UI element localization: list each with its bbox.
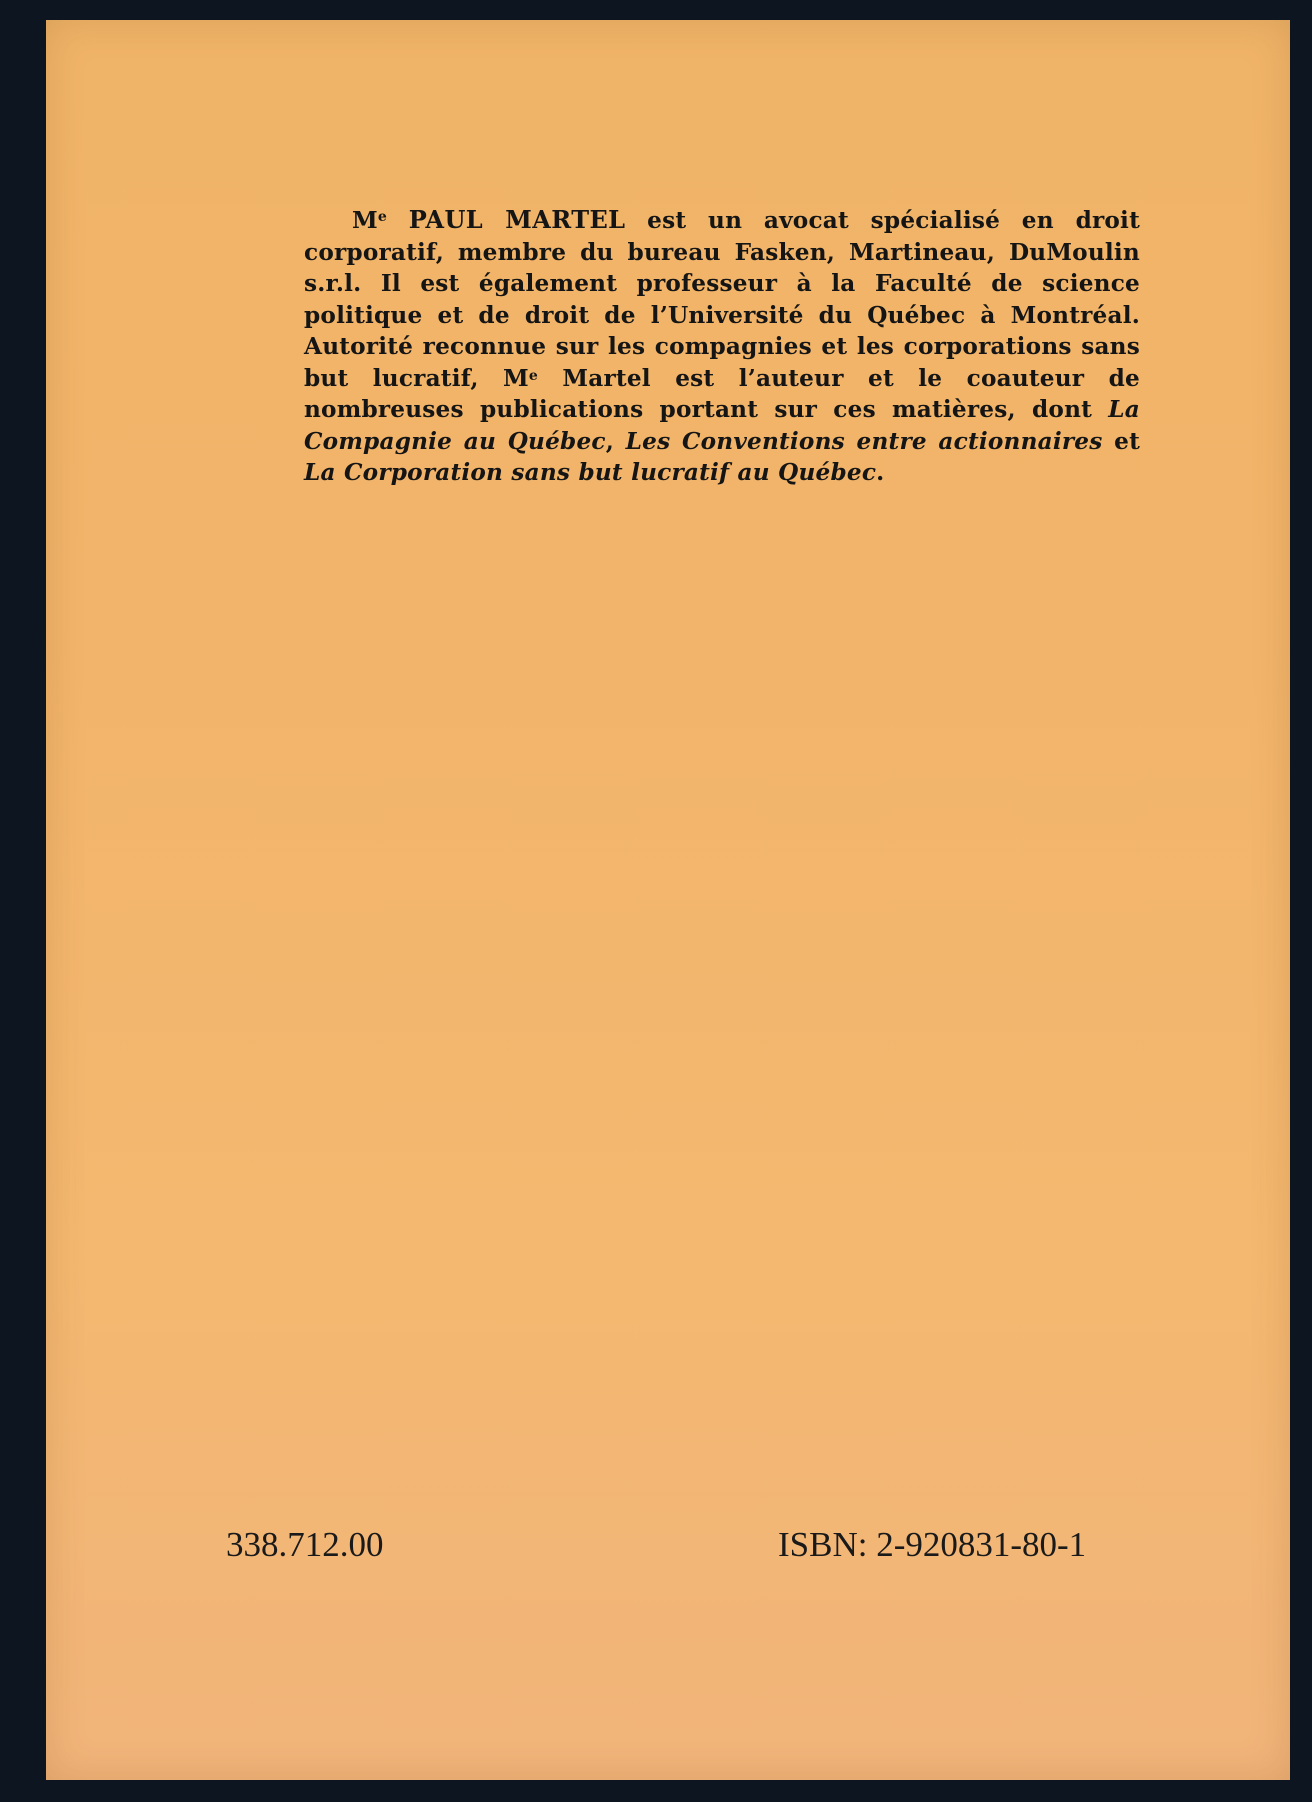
title-superscript: e [377,209,387,225]
book-title-3: La Corporation sans but lucratif au Québec [304,459,877,486]
bio-text-2: Martel est l’auteur et le coauteur de nombreuses publications portant sur ces matières, dont [304,364,1140,423]
isbn: ISBN: 2-920831-80-1 [778,1525,1087,1564]
author-name: PAUL MARTEL [408,205,626,234]
separator-1: , [605,427,626,455]
author-biography [304,204,1140,489]
book-title-1: La Compagnie au Québec [304,396,1140,455]
title-superscript-2: e [528,367,539,384]
back-cover [46,20,1290,1780]
title-prefix: M [352,207,378,234]
classification-number: 338.712.00 [226,1525,384,1564]
bio-end: . [876,459,885,486]
bio-text-1: est un avocat spécialisé en droit corporatif, membre du bureau Fasken, Martineau, DuMoulin s.r.l. Il est également professeur à la Faculté de science politique et de droit de l’Université du Québec à Montréal. Autorité reconnue sur les compagnies et les corporations sans but lucratif, M [304,207,1140,392]
book-title-2: Les Conventions entre actionnaires [625,427,1103,455]
separator-2: et [1102,427,1141,455]
